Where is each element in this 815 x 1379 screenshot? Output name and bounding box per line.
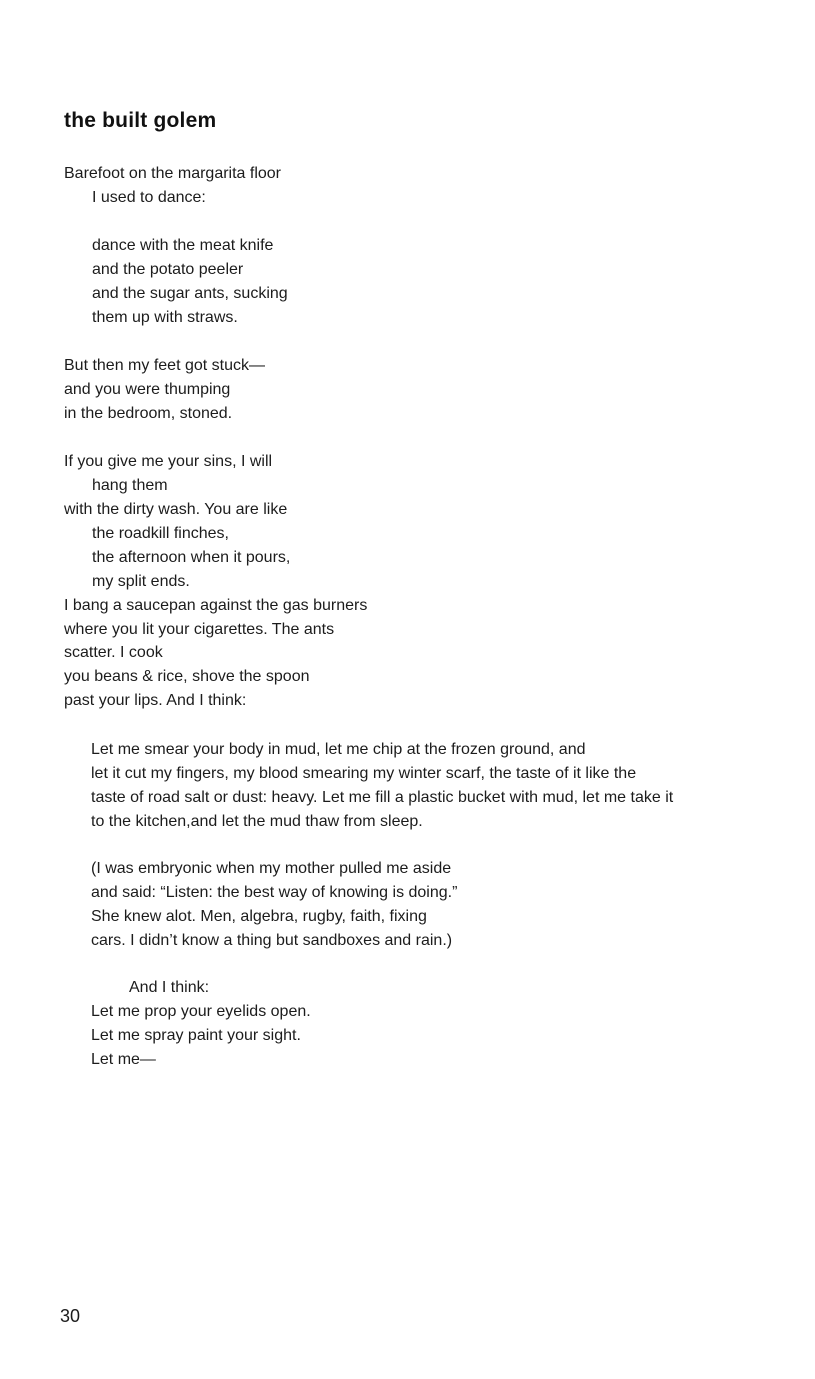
poem-line: let it cut my fingers, my blood smearing my winter scarf, the taste of it like the (91, 765, 637, 782)
poem-line: hang them (92, 477, 168, 494)
poem-line: where you lit your cigarettes. The ants (64, 621, 335, 638)
poem-line: my split ends. (92, 573, 190, 590)
poem-line: I bang a saucepan against the gas burners (64, 597, 368, 614)
poem-line: taste of road salt or dust: heavy. Let me fill a plastic bucket with mud, let me take it (91, 789, 674, 806)
poem-line: the roadkill finches, (92, 525, 229, 542)
poem-line: Barefoot on the margarita floor (64, 165, 282, 182)
poem-line: and the sugar ants, sucking (92, 285, 288, 302)
poem-line: If you give me your sins, I will (64, 453, 273, 470)
poem-line: And I think: (129, 979, 210, 996)
poem-line: Let me spray paint your sight. (91, 1027, 301, 1044)
poem-line: and the potato peeler (92, 261, 244, 278)
poem-line: and you were thumping (64, 381, 231, 398)
poem-line: Let me prop your eyelids open. (91, 1003, 311, 1020)
poem-line: scatter. I cook (64, 644, 163, 661)
poem-line: and said: “Listen: the best way of knowing is doing.” (91, 884, 458, 901)
poem-line: dance with the meat knife (92, 237, 274, 254)
poem-line: I used to dance: (92, 189, 206, 206)
poem-line: But then my feet got stuck— (64, 357, 265, 374)
poem-line: past your lips. And I think: (64, 692, 247, 709)
poem-title: the built golem (64, 109, 217, 132)
page-number: 30 (60, 1306, 81, 1326)
poem-line: them up with straws. (92, 309, 238, 326)
poem-line: to the kitchen,and let the mud thaw from sleep. (91, 813, 423, 830)
poem-line: cars. I didn’t know a thing but sandboxes and rain.) (91, 932, 453, 949)
poem-line: in the bedroom, stoned. (64, 405, 233, 422)
poem-line: you beans & rice, shove the spoon (64, 668, 310, 685)
poem-line: Let me smear your body in mud, let me chip at the frozen ground, and (91, 741, 586, 758)
poem-line: Let me— (91, 1051, 156, 1068)
poem-line: the afternoon when it pours, (92, 549, 291, 566)
poem-line: with the dirty wash. You are like (64, 501, 288, 518)
poem-line: (I was embryonic when my mother pulled me aside (91, 860, 452, 877)
poem-line: She knew alot. Men, algebra, rugby, faith, fixing (91, 908, 427, 925)
